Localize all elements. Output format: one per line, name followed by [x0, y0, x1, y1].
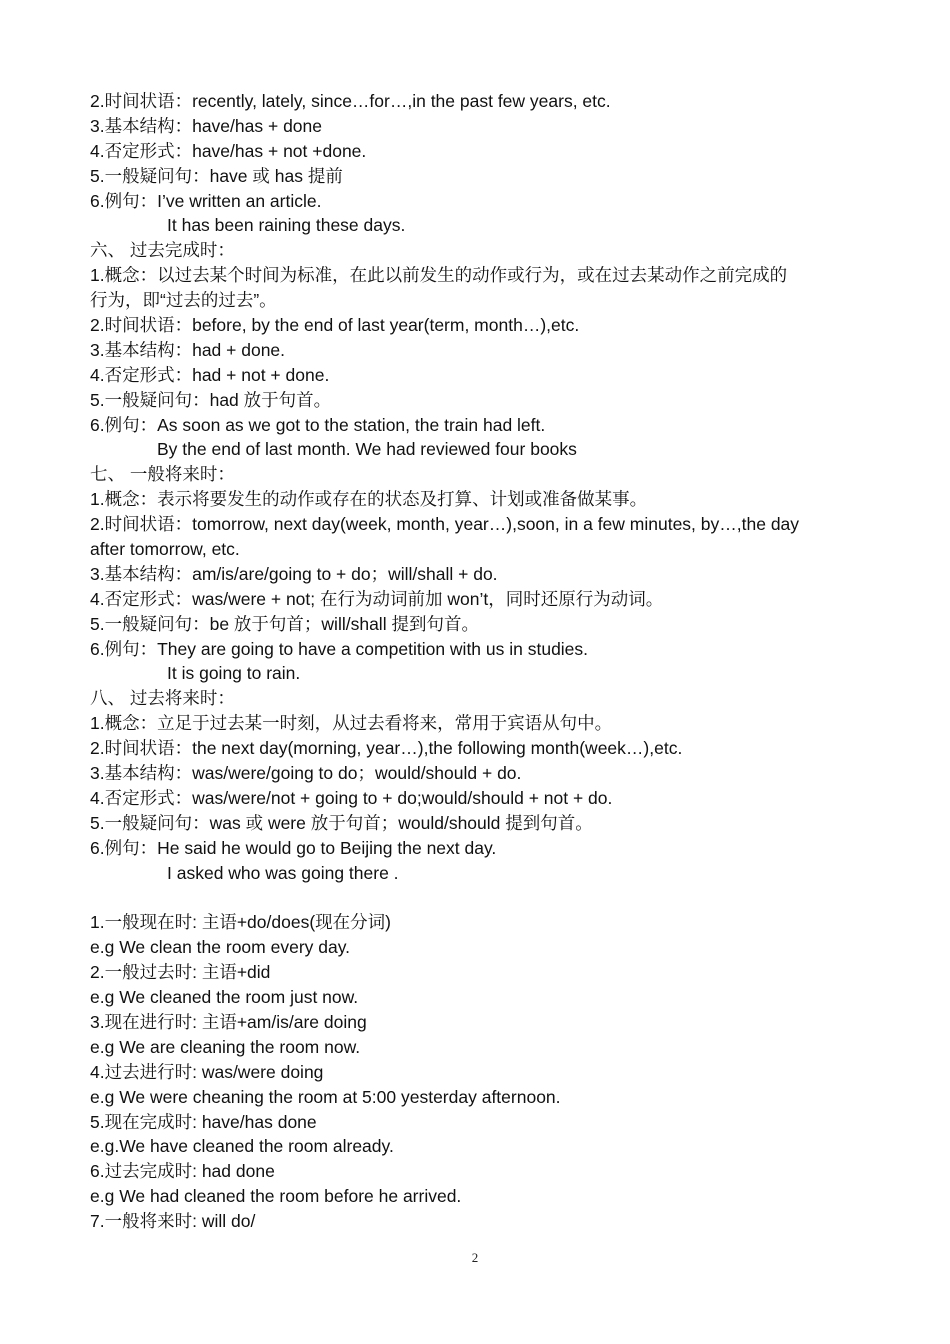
text-line: 6.例句：As soon as we got to the station, the train had left. — [90, 414, 546, 435]
text-line: 3.基本结构：have/has + done — [90, 115, 322, 136]
text-line: 1.概念：立足于过去某一时刻，从过去看将来，常用于宾语从句中。 — [90, 713, 613, 734]
page-number: 2 — [471, 1250, 479, 1265]
summary-line: 7.一般将来时: will do/ — [90, 1211, 256, 1232]
text-line: 4.否定形式：was/were + not; 在行为动词前加 won’t，同时还原行为动词。 — [90, 588, 664, 609]
text-line: 5.一般疑问句：was 或 were 放于句首；would/should 提到句首。 — [90, 812, 593, 833]
example-line: It is going to rain. — [167, 663, 301, 684]
summary-example: e.g We clean the room every day. — [90, 937, 351, 958]
spacer — [90, 886, 870, 911]
text-line: 1.概念：以过去某个时间为标准，在此以前发生的动作或行为，或在过去某动作之前完成的 — [90, 265, 788, 286]
summary-example: e.g We cleaned the room just now. — [90, 987, 359, 1008]
text-line: 6.例句：I’ve written an article. — [90, 190, 322, 211]
text-line: after tomorrow, etc. — [90, 539, 240, 560]
section-heading: 七、 一般将来时： — [90, 464, 235, 485]
summary-example: e.g We had cleaned the room before he arrived. — [90, 1186, 462, 1207]
summary-line: 2.一般过去时: 主语+did — [90, 962, 271, 983]
text-line: 3.基本结构：had + done. — [90, 339, 286, 360]
text-line: 2.时间状语：the next day(morning, year…),the following month(week…),etc. — [90, 738, 683, 759]
summary-example: e.g.We have cleaned the room already. — [90, 1136, 394, 1157]
page-content — [90, 89, 870, 1234]
text-line: 5.一般疑问句：had 放于句首。 — [90, 389, 332, 410]
summary-line: 3.现在进行时: 主语+am/is/are doing — [90, 1011, 367, 1032]
text-line: 4.否定形式：had + not + done. — [90, 364, 330, 385]
text-line: 4.否定形式：was/were/not + going to + do;would/should + not + do. — [90, 787, 613, 808]
example-line: It has been raining these days. — [167, 215, 406, 236]
text-line: 6.例句：He said he would go to Beijing the next day. — [90, 837, 497, 858]
text-line: 6.例句：They are going to have a competition with us in studies. — [90, 638, 589, 659]
section-heading: 六、 过去完成时： — [90, 240, 235, 261]
text-line: 3.基本结构：was/were/going to do；would/should + do. — [90, 763, 522, 784]
text-line: 2.时间状语：before, by the end of last year(term, month…),etc. — [90, 315, 580, 336]
section-heading: 八、 过去将来时： — [90, 688, 235, 709]
text-line: 2.时间状语：recently, lately, since…for…,in the past few years, etc. — [90, 91, 611, 111]
text-line: 3.基本结构：am/is/are/going to + do；will/shall + do. — [90, 563, 498, 584]
text-line: 5.一般疑问句：be 放于句首；will/shall 提到句首。 — [90, 613, 479, 634]
summary-line: 1.一般现在时: 主语+do/does(现在分词) — [90, 912, 391, 933]
example-line: By the end of last month. We had reviewed four books — [157, 439, 577, 460]
text-line: 行为，即“过去的过去”。 — [90, 290, 277, 311]
summary-line: 5.现在完成时: have/has done — [90, 1111, 317, 1132]
example-line: I asked who was going there . — [167, 862, 399, 883]
summary-example: e.g We were cheaning the room at 5:00 yesterday afternoon. — [90, 1086, 561, 1107]
summary-example: e.g We are cleaning the room now. — [90, 1036, 361, 1057]
summary-line: 4.过去进行时: was/were doing — [90, 1061, 324, 1082]
text-line: 1.概念：表示将要发生的动作或存在的状态及打算、计划或准备做某事。 — [90, 489, 648, 510]
summary-line: 6.过去完成时: had done — [90, 1161, 275, 1182]
text-line: 5.一般疑问句：have 或 has 提前 — [90, 165, 343, 186]
text-line: 4.否定形式：have/has + not +done. — [90, 140, 367, 161]
text-line: 2.时间状语：tomorrow, next day(week, month, year…),soon, in a few minutes, by…,the day — [90, 514, 800, 535]
